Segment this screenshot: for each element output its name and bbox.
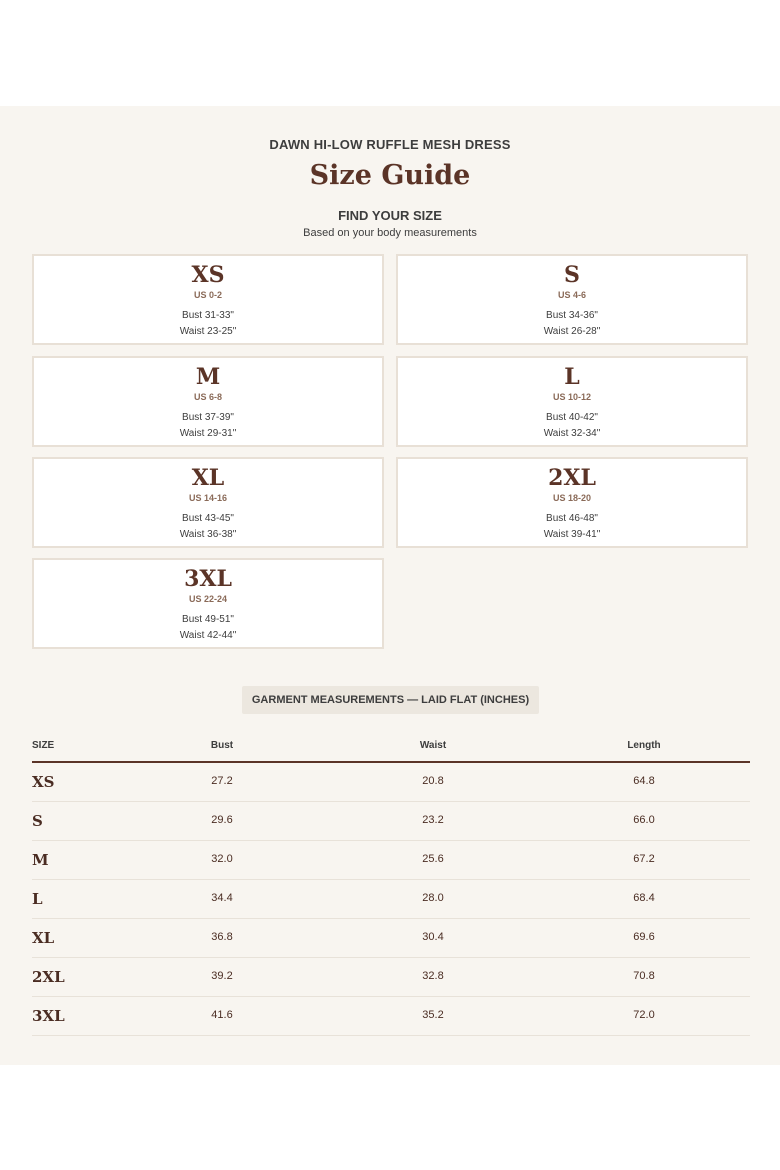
size-card-us: US 18-20 (552, 493, 592, 503)
size-card-waist: Waist 23-25" (179, 326, 237, 337)
row-length: 72.0 (633, 1009, 655, 1021)
size-card-bust: Bust 46-48" (546, 513, 598, 524)
size-card-waist: Waist 32-34" (543, 428, 601, 439)
row-bust: 39.2 (211, 970, 233, 982)
size-card-label: XL (191, 465, 225, 491)
header-length: Length (627, 740, 661, 751)
row-waist: 20.8 (422, 775, 444, 787)
size-card-l (396, 356, 748, 447)
row-waist: 28.0 (422, 892, 444, 904)
row-waist: 32.8 (422, 970, 444, 982)
row-waist: 35.2 (422, 1009, 444, 1021)
table-row (32, 958, 750, 997)
row-length: 66.0 (633, 814, 655, 826)
row-size: 2XL (32, 968, 65, 986)
row-size: M (32, 851, 49, 869)
row-bust: 32.0 (211, 853, 233, 865)
row-bust: 27.2 (211, 775, 233, 787)
header-waist: Waist (419, 740, 447, 751)
size-card-waist: Waist 26-28" (543, 326, 601, 337)
table-row (32, 802, 750, 841)
size-card-bust: Bust 40-42" (546, 412, 598, 423)
row-length: 68.4 (633, 892, 655, 904)
size-card-us: US 14-16 (188, 493, 228, 503)
header-size: SIZE (32, 740, 55, 751)
table-row (32, 841, 750, 880)
size-card-m (32, 356, 384, 447)
row-length: 69.6 (633, 931, 655, 943)
size-card-us: US 10-12 (552, 392, 592, 402)
size-card-us: US 22-24 (188, 594, 228, 604)
size-card-bust: Bust 34-36" (546, 310, 598, 321)
row-size: XL (32, 929, 55, 947)
garment-measurements-heading: GARMENT MEASUREMENTS — LAID FLAT (INCHES) (242, 686, 539, 714)
size-card-3xl (32, 558, 384, 649)
size-card-waist: Waist 29-31" (179, 428, 237, 439)
size-card-label: XS (191, 262, 225, 288)
table-row (32, 763, 750, 802)
find-size-heading: FIND YOUR SIZE (338, 208, 442, 223)
size-card-xl (32, 457, 384, 548)
page-title: Size Guide (309, 160, 471, 191)
row-size: L (32, 890, 43, 908)
size-card-us: US 0-2 (193, 290, 222, 300)
size-card-waist: Waist 42-44" (179, 630, 237, 641)
size-card-bust: Bust 43-45" (182, 513, 234, 524)
table-header (32, 734, 750, 763)
row-bust: 36.8 (211, 931, 233, 943)
product-name: DAWN HI-LOW RUFFLE MESH DRESS (269, 137, 511, 152)
size-card-label: L (564, 364, 580, 390)
row-bust: 29.6 (211, 814, 233, 826)
size-card-xs (32, 254, 384, 345)
size-card-us: US 6-8 (193, 392, 222, 402)
size-card-us: US 4-6 (557, 290, 586, 300)
row-size: XS (32, 773, 55, 791)
row-length: 67.2 (633, 853, 655, 865)
size-card-bust: Bust 31-33" (182, 310, 234, 321)
row-waist: 25.6 (422, 853, 444, 865)
row-bust: 34.4 (211, 892, 233, 904)
header-bust: Bust (210, 740, 234, 751)
row-waist: 23.2 (422, 814, 444, 826)
row-length: 70.8 (633, 970, 655, 982)
row-bust: 41.6 (211, 1009, 233, 1021)
table-row (32, 919, 750, 958)
size-card-bust: Bust 49-51" (182, 614, 234, 625)
row-size: S (32, 812, 43, 830)
size-card-waist: Waist 36-38" (179, 529, 237, 540)
size-card-label: S (564, 262, 580, 288)
size-card-label: M (195, 364, 221, 390)
find-size-subtitle: Based on your body measurements (303, 227, 477, 239)
size-card-label: 2XL (548, 465, 596, 491)
row-size: 3XL (32, 1007, 65, 1025)
size-card-label: 3XL (184, 566, 232, 592)
size-card-2xl (396, 457, 748, 548)
size-guide-panel (0, 106, 780, 1065)
table-row (32, 880, 750, 919)
garment-measurements-table (32, 734, 750, 1036)
row-length: 64.8 (633, 775, 655, 787)
row-waist: 30.4 (422, 931, 444, 943)
size-card-s (396, 254, 748, 345)
size-card-bust: Bust 37-39" (182, 412, 234, 423)
size-card-waist: Waist 39-41" (543, 529, 601, 540)
table-row (32, 997, 750, 1036)
